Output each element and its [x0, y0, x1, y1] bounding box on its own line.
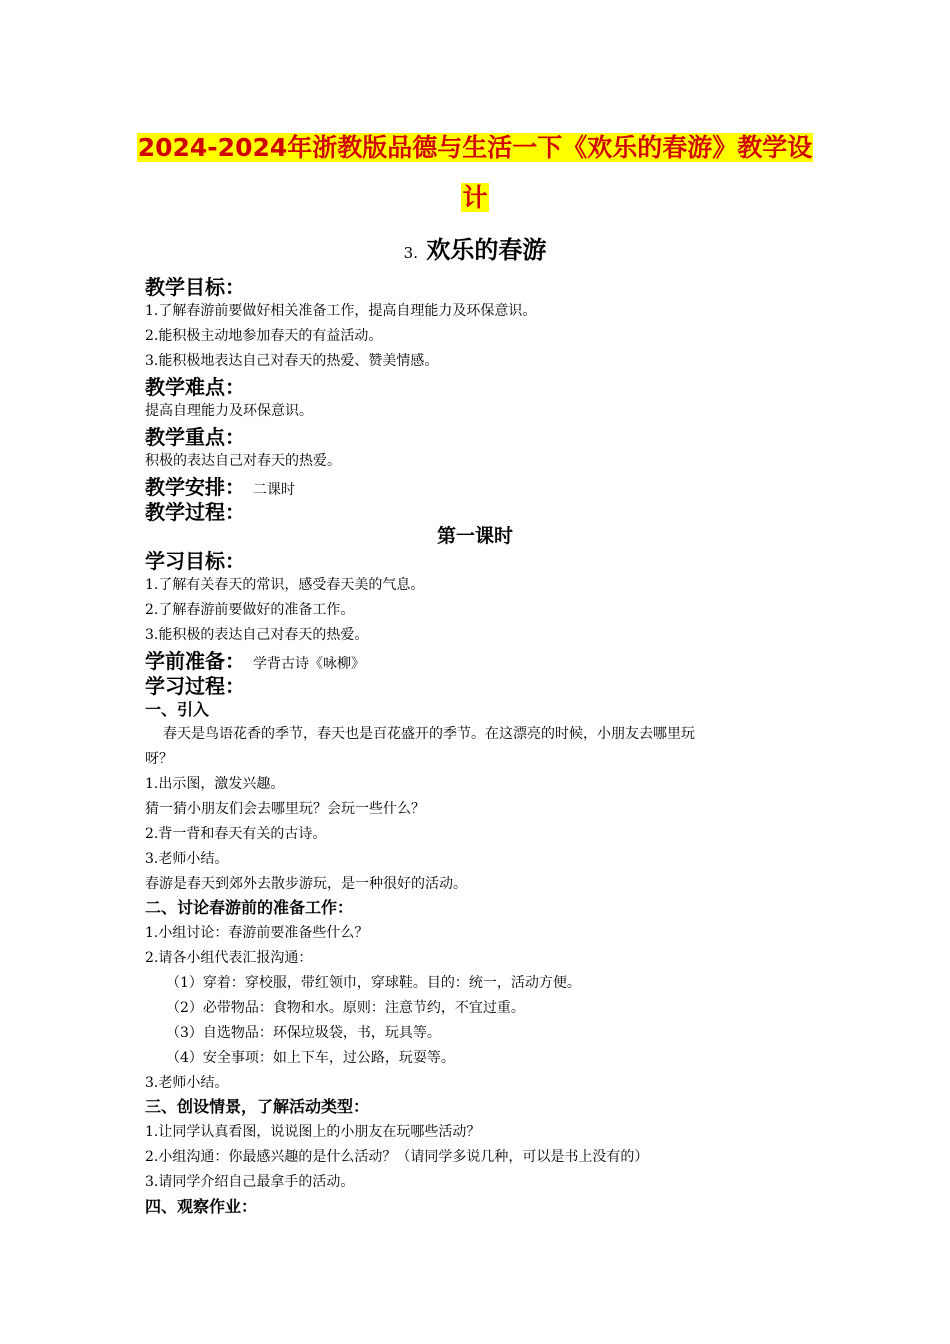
difficulty-text: 提高自理能力及环保意识。	[145, 403, 313, 419]
heading-objectives: 教学目标：	[145, 275, 245, 299]
objective-2: 2.能积极主动地参加春天的有益活动。	[145, 328, 383, 344]
section-1-paragraph-line2: 呀？	[145, 751, 173, 767]
section-2-subitem-2: （2）必带物品：食物和水。原则：注意节约，不宜过重。	[166, 1000, 525, 1016]
heading-process: 教学过程：	[145, 500, 245, 524]
section-1-item-a: 1.出示图，激发兴趣。	[145, 776, 285, 792]
section-2-heading: 二、讨论春游前的准备工作：	[145, 898, 354, 917]
section-2-subitem-4: （4）安全事项：如上下车，过公路，玩耍等。	[166, 1050, 455, 1066]
learning-goal-2: 2.了解春游前要做好的准备工作。	[145, 602, 355, 618]
section-2-item-a: 1.小组讨论：春游前要准备些什么？	[145, 925, 369, 941]
section-3-heading: 三、创设情景，了解活动类型：	[145, 1097, 370, 1116]
section-2-subitem-1: （1）穿着：穿校服，带红领巾，穿球鞋。目的：统一，活动方便。	[166, 975, 581, 991]
heading-learning-process: 学习过程：	[145, 674, 245, 698]
lesson-one-heading: 第一课时	[436, 525, 513, 547]
section-2-subitem-3: （3）自选物品：环保垃圾袋，书，玩具等。	[166, 1025, 441, 1041]
heading-key-point: 教学重点：	[145, 425, 245, 449]
document-title-line1: 2024-2024年浙教版品德与生活一下《欢乐的春游》教学设	[137, 133, 813, 162]
section-1-item-c: 2.背一背和春天有关的古诗。	[145, 826, 327, 842]
key-point-text: 积极的表达自己对春天的热爱。	[145, 453, 341, 469]
heading-preparation: 学前准备： 学背古诗《咏柳》	[145, 649, 365, 673]
lesson-title: 3. 欢乐的春游	[403, 235, 547, 264]
section-1-item-b: 猜一猜小朋友们会去哪里玩？会玩一些什么？	[145, 801, 425, 817]
heading-learning-goals: 学习目标：	[145, 549, 245, 573]
section-1-heading: 一、引入	[145, 700, 210, 719]
heading-arrangement: 教学安排： 二课时	[145, 475, 295, 499]
objective-3: 3.能积极地表达自己对春天的热爱、赞美情感。	[145, 353, 439, 369]
learning-goal-3: 3.能积极的表达自己对春天的热爱。	[145, 627, 369, 643]
section-2-item-b: 2.请各小组代表汇报沟通：	[145, 950, 313, 966]
arrangement-text: 二课时	[253, 482, 295, 498]
section-3-item-a: 1.让同学认真看图，说说图上的小朋友在玩哪些活动？	[145, 1124, 481, 1140]
section-3-item-c: 3.请同学介绍自己最拿手的活动。	[145, 1174, 355, 1190]
section-4-heading: 四、观察作业：	[145, 1197, 258, 1216]
section-2-item-c: 3.老师小结。	[145, 1075, 229, 1091]
learning-goal-1: 1.了解有关春天的常识，感受春天美的气息。	[145, 577, 425, 593]
section-1-item-d: 3.老师小结。	[145, 851, 229, 867]
section-3-item-b: 2.小组沟通：你最感兴趣的是什么活动？（请同学多说几种，可以是书上没有的）	[145, 1149, 649, 1165]
section-1-paragraph-line1: 春天是鸟语花香的季节，春天也是百花盛开的季节。在这漂亮的时候，小朋友去哪里玩	[163, 726, 695, 742]
document-title-line2: 计	[462, 183, 488, 212]
objective-1: 1.了解春游前要做好相关准备工作，提高自理能力及环保意识。	[145, 303, 537, 319]
section-1-item-e: 春游是春天到郊外去散步游玩，是一种很好的活动。	[145, 876, 467, 892]
preparation-text: 学背古诗《咏柳》	[253, 656, 365, 672]
heading-difficulty: 教学难点：	[145, 375, 245, 399]
